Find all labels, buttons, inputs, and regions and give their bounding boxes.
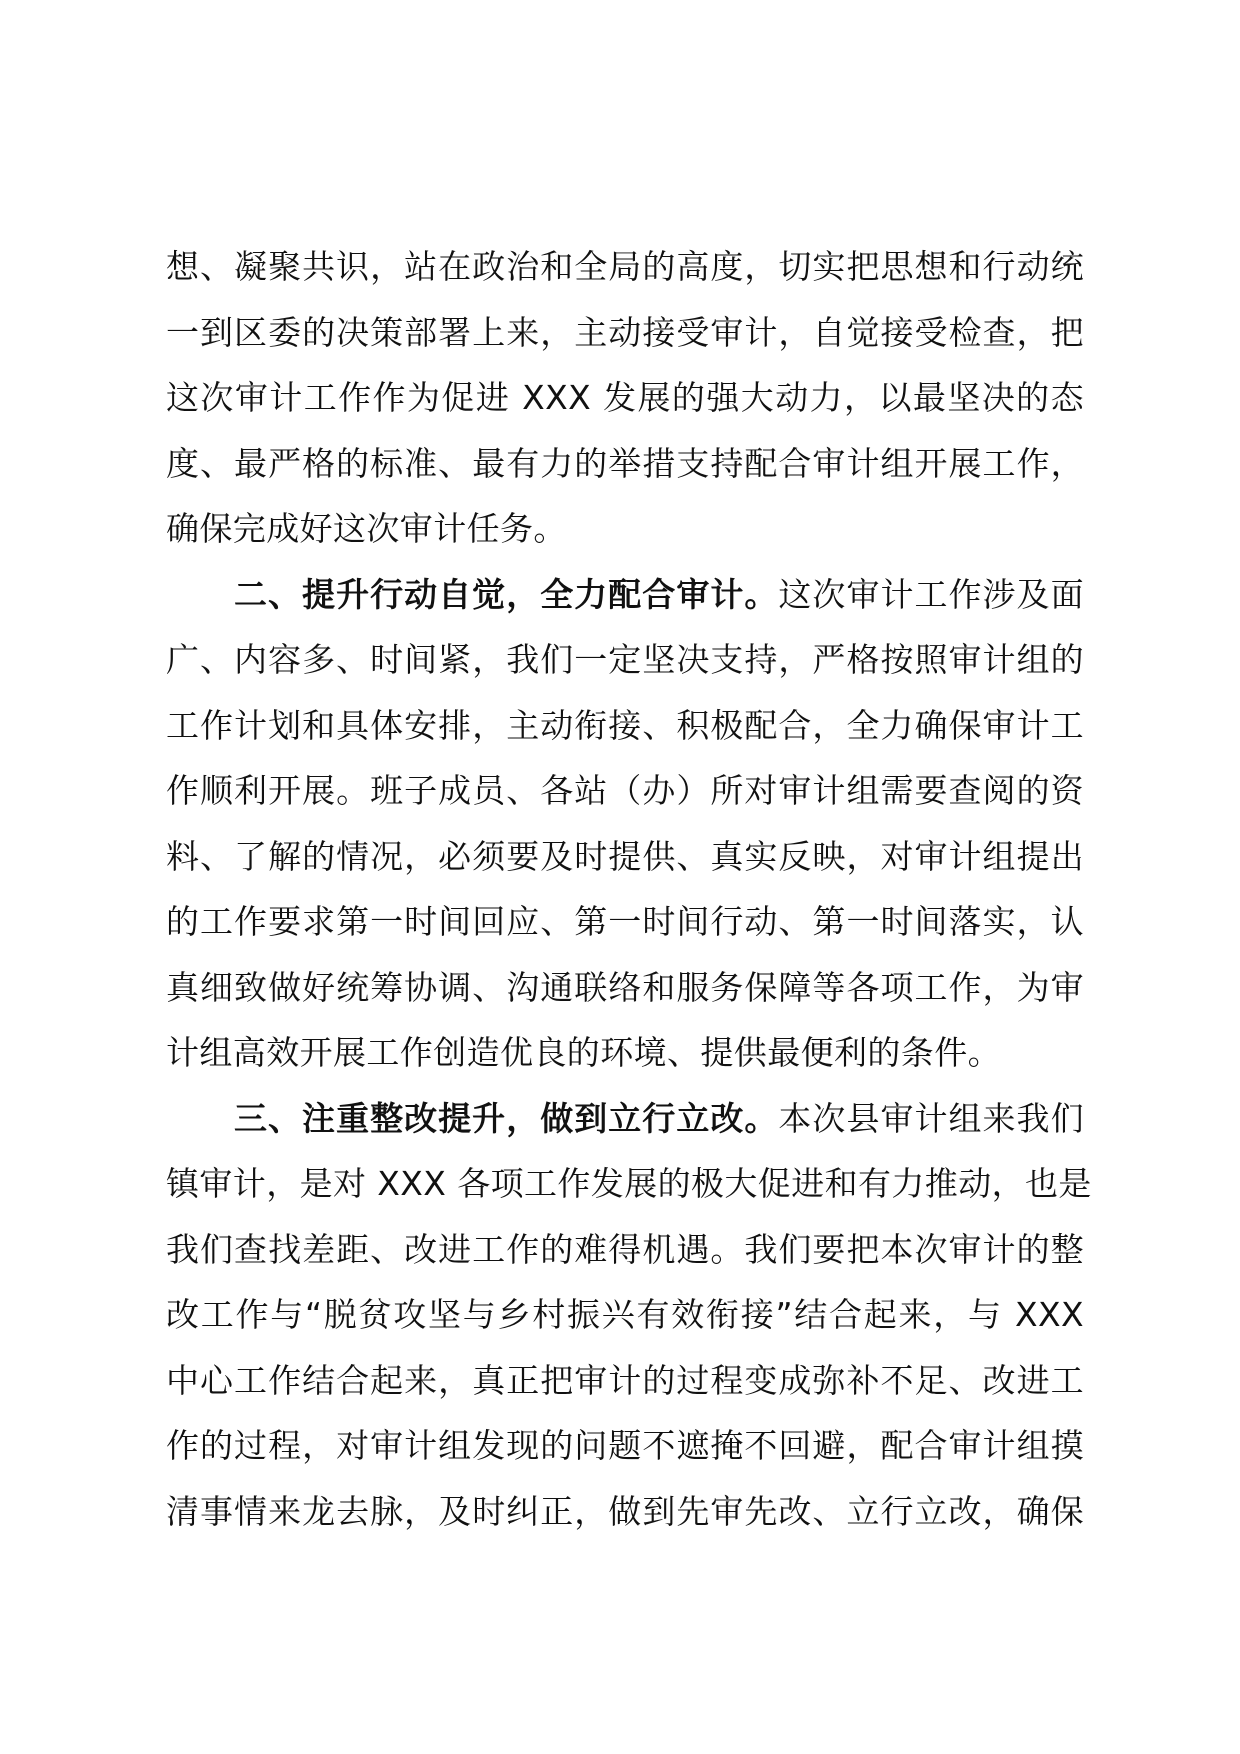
text-line: 料、了解的情况，必须要及时提供、真实反映，对审计组提出 [166, 836, 1084, 876]
text-line: 镇审计，是对 XXX 各项工作发展的极大促进和有力推动，也是 [166, 1164, 1092, 1203]
document-body [166, 234, 1092, 1544]
text-line: 确保完成好这次审计任务。 [166, 509, 567, 548]
text-line: 工作计划和具体安排，主动衔接、积极配合，全力确保审计工 [166, 705, 1084, 745]
text-line [166, 562, 1084, 628]
section-heading: 二、提升行动自觉，全力配合审计。 [234, 574, 779, 614]
text-run: 本次县审计组来我们 [778, 1098, 1084, 1138]
section-heading: 三、注重整改提升，做到立行立改。 [234, 1098, 779, 1138]
text-line: 作的过程，对审计组发现的问题不遮掩不回避，配合审计组摸 [166, 1426, 1084, 1465]
text-line: 计组高效开展工作创造优良的环境、提供最便利的条件。 [166, 1033, 1001, 1072]
text-line: 广、内容多、时间紧，我们一定坚决支持，严格按照审计组的 [166, 640, 1084, 679]
text-line: 清事情来龙去脉，及时纠正，做到先审先改、立行立改，确保 [166, 1491, 1084, 1531]
text-line: 真细致做好统筹协调、沟通联络和服务保障等各项工作，为审 [166, 967, 1084, 1007]
text-run: 这次审计工作涉及面 [778, 574, 1084, 614]
text-line: 改工作与“脱贫攻坚与乡村振兴有效衔接”结合起来，与 XXX [166, 1295, 1084, 1334]
text-line: 我们查找差距、改进工作的难得机遇。我们要把本次审计的整 [166, 1229, 1084, 1269]
text-line: 这次审计工作作为促进 XXX 发展的强大动力，以最坚决的态 [166, 378, 1084, 417]
text-line: 的工作要求第一时间回应、第一时间行动、第一时间落实，认 [166, 902, 1084, 941]
text-line: 度、最严格的标准、最有力的举措支持配合审计组开展工作， [166, 443, 1084, 483]
paragraph-section-three [166, 1086, 1092, 1545]
text-line [166, 1086, 1084, 1152]
paragraph-section-two [166, 562, 1084, 1086]
text-line: 一到区委的决策部署上来，主动接受审计，自觉接受检查，把 [166, 312, 1084, 352]
text-line: 中心工作结合起来，真正把审计的过程变成弥补不足、改进工 [166, 1360, 1084, 1400]
paragraph-continuation [166, 234, 1084, 562]
text-line: 想、凝聚共识，站在政治和全局的高度，切实把思想和行动统 [166, 247, 1084, 286]
text-line: 作顺利开展。班子成员、各站（办）所对审计组需要查阅的资 [166, 771, 1084, 810]
